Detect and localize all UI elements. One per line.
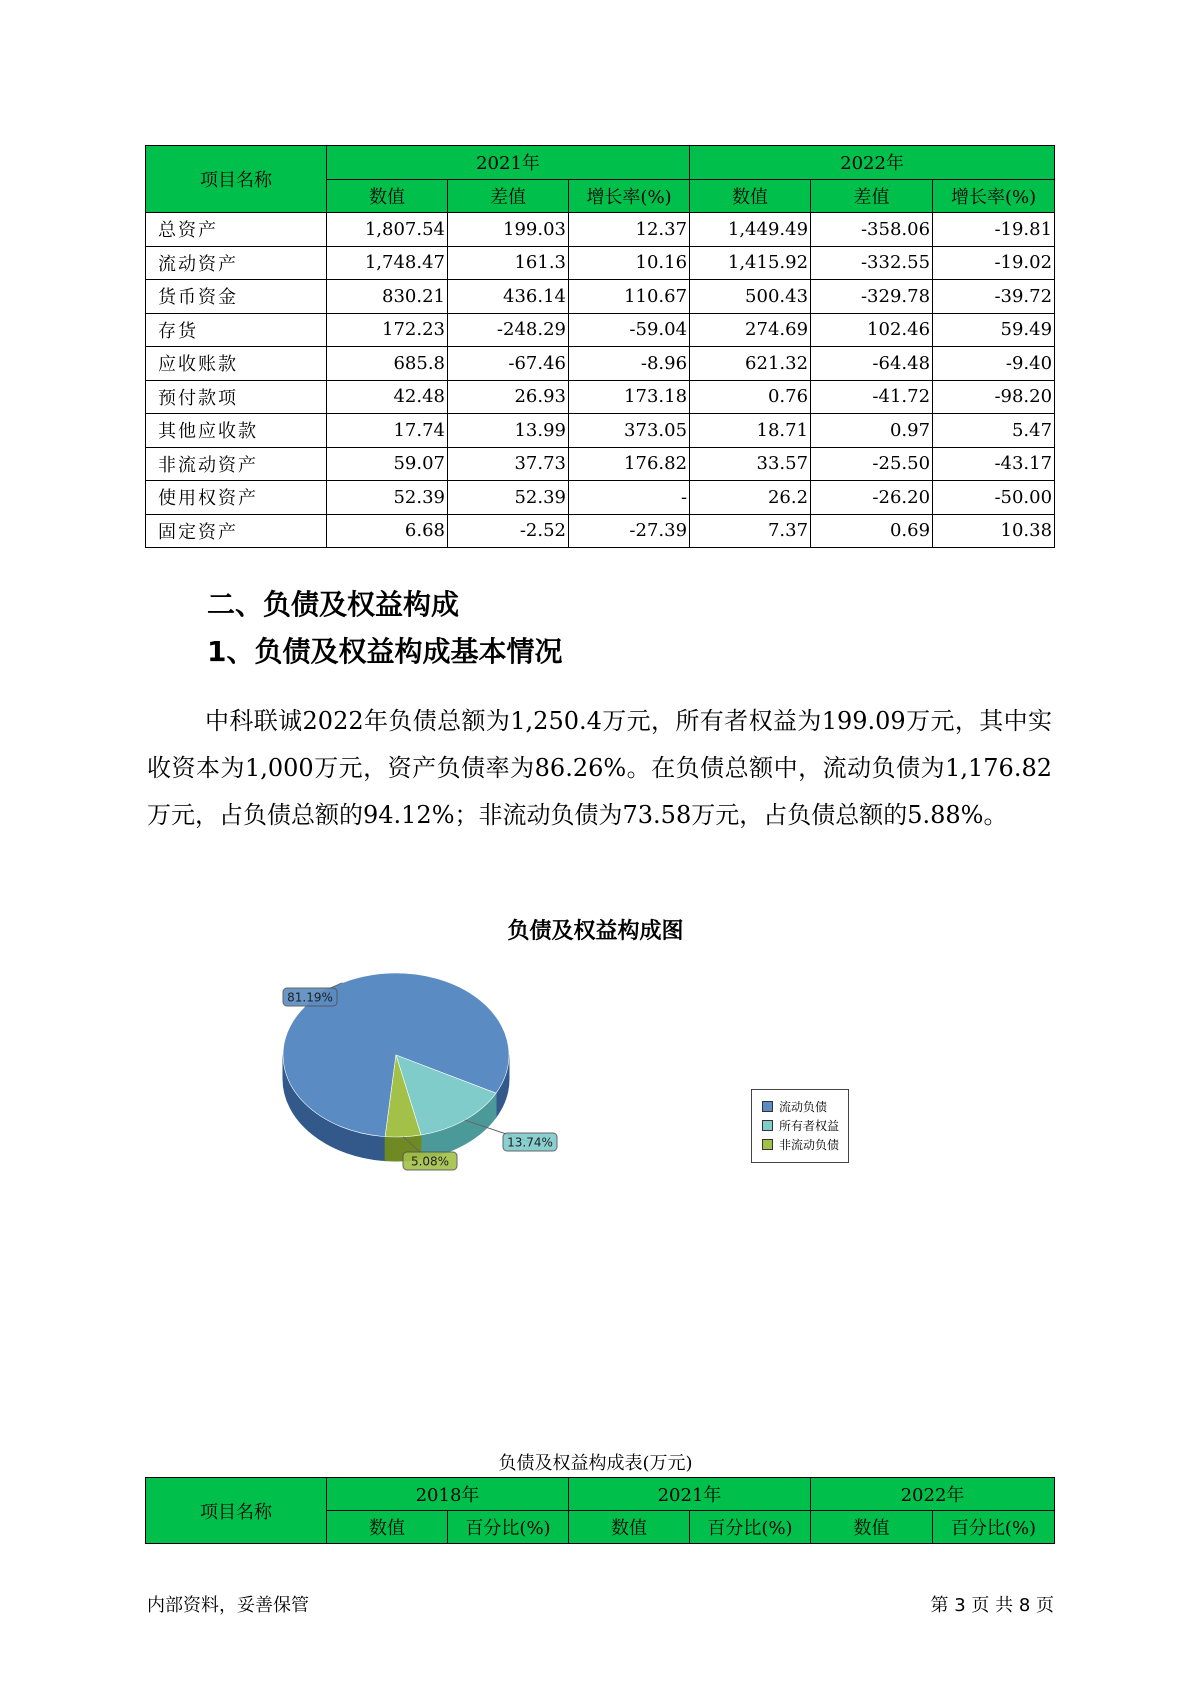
table-cell: 110.67 (569, 280, 690, 314)
legend-item (752, 1097, 848, 1116)
table-cell: 10.16 (569, 246, 690, 280)
sub-header: 百分比(%) (448, 1511, 569, 1544)
chart-legend (751, 1089, 849, 1163)
table-cell: 10.38 (933, 514, 1055, 548)
table-row (146, 514, 1055, 548)
sub-header: 增长率(%) (933, 179, 1055, 213)
legend-label: 非流动负债 (779, 1138, 840, 1152)
table-cell: 59.49 (933, 313, 1055, 347)
sub-header: 数值 (690, 179, 811, 213)
table-cell: -27.39 (569, 514, 690, 548)
name-header: 项目名称 (146, 146, 327, 213)
table-cell: 17.74 (327, 414, 448, 448)
table-caption: 负债及权益构成表(万元) (498, 1453, 693, 1474)
section-heading: 二、负债及权益构成 (207, 588, 460, 621)
year-header-2021: 2021年 (327, 146, 690, 180)
table-cell: -25.50 (811, 447, 933, 481)
pie-data-label (283, 988, 337, 1006)
table-cell: 102.46 (811, 313, 933, 347)
sub-header: 差值 (448, 179, 569, 213)
table-cell: 18.71 (690, 414, 811, 448)
svg-text:5.08%: 5.08% (410, 1154, 450, 1169)
table-row (146, 313, 1055, 347)
table-cell: 7.37 (690, 514, 811, 548)
table-cell: 37.73 (448, 447, 569, 481)
chart-title: 负债及权益构成图 (507, 919, 684, 944)
table-cell: -358.06 (811, 213, 933, 247)
table-cell: 12.37 (569, 213, 690, 247)
table-cell: 436.14 (448, 280, 569, 314)
table-row (146, 380, 1055, 414)
sub-header: 增长率(%) (569, 179, 690, 213)
table-cell: 373.05 (569, 414, 690, 448)
svg-text:81.19%: 81.19% (287, 990, 333, 1005)
row-label: 应收账款 (146, 347, 327, 381)
table-cell: 13.99 (448, 414, 569, 448)
table-cell: 274.69 (690, 313, 811, 347)
table-cell: 173.18 (569, 380, 690, 414)
table-cell: -9.40 (933, 347, 1055, 381)
table-cell: 0.76 (690, 380, 811, 414)
table-cell: -43.17 (933, 447, 1055, 481)
year-header: 2018年 (327, 1478, 569, 1511)
table-cell: 500.43 (690, 280, 811, 314)
table-row (146, 347, 1055, 381)
row-label: 流动资产 (146, 246, 327, 280)
year-header: 2022年 (811, 1478, 1055, 1511)
table-cell: 26.2 (690, 481, 811, 515)
table-cell: -98.20 (933, 380, 1055, 414)
legend-item (752, 1116, 848, 1135)
table-cell: -8.96 (569, 347, 690, 381)
row-label: 总资产 (146, 213, 327, 247)
legend-swatch (762, 1101, 773, 1112)
table-cell: 26.93 (448, 380, 569, 414)
row-label: 其他应收款 (146, 414, 327, 448)
table-cell: 59.07 (327, 447, 448, 481)
pie-data-label (403, 1152, 457, 1170)
table-row (146, 213, 1055, 247)
table-cell: 42.48 (327, 380, 448, 414)
section-paragraph: 中科联诚2022年负债总额为1,250.4万元，所有者权益为199.09万元，其中实收资本为1,000万元，资产负债率为86.26%。在负债总额中，流动负债为1,176.82万元，占负债总额的94.12%；非流动负债为73.58万元，占负债总额的5.88%。 (147, 707, 1052, 829)
table-cell: 52.39 (448, 481, 569, 515)
sub-header: 数值 (327, 179, 448, 213)
name-header: 项目名称 (146, 1478, 327, 1544)
footer-page-number: 第 3 页 共 8 页 (930, 1595, 1054, 1616)
table-cell: 33.57 (690, 447, 811, 481)
table-cell: 5.47 (933, 414, 1055, 448)
row-label: 存货 (146, 313, 327, 347)
table-cell: 685.8 (327, 347, 448, 381)
sub-header: 数值 (327, 1511, 448, 1544)
table-cell: 1,807.54 (327, 213, 448, 247)
table-cell: 176.82 (569, 447, 690, 481)
row-label: 货币资金 (146, 280, 327, 314)
table-cell: 621.32 (690, 347, 811, 381)
table-cell: 6.68 (327, 514, 448, 548)
legend-swatch (762, 1139, 773, 1150)
table-cell: -50.00 (933, 481, 1055, 515)
row-label: 预付款项 (146, 380, 327, 414)
row-label: 非流动资产 (146, 447, 327, 481)
table-cell: - (569, 481, 690, 515)
legend-label: 所有者权益 (779, 1119, 840, 1133)
table-row (146, 414, 1055, 448)
legend-swatch (762, 1120, 773, 1131)
table-cell: -59.04 (569, 313, 690, 347)
sub-header: 百分比(%) (933, 1511, 1055, 1544)
year-header: 2021年 (569, 1478, 811, 1511)
table-cell: -332.55 (811, 246, 933, 280)
table-cell: -26.20 (811, 481, 933, 515)
table-cell: -2.52 (448, 514, 569, 548)
row-label: 固定资产 (146, 514, 327, 548)
table-cell: 1,449.49 (690, 213, 811, 247)
table-cell: 52.39 (327, 481, 448, 515)
section-subheading: 1、负债及权益构成基本情况 (207, 635, 563, 668)
liability-table (145, 1477, 1055, 1544)
table-row (146, 447, 1055, 481)
legend-item (752, 1135, 848, 1154)
svg-text:13.74%: 13.74% (507, 1135, 553, 1150)
table-cell: -64.48 (811, 347, 933, 381)
legend-label: 流动负债 (779, 1100, 828, 1114)
sub-header: 差值 (811, 179, 933, 213)
table-cell: 161.3 (448, 246, 569, 280)
table-row (146, 246, 1055, 280)
table-cell: -19.02 (933, 246, 1055, 280)
sub-header: 数值 (811, 1511, 933, 1544)
table-row (146, 481, 1055, 515)
table-cell: 1,748.47 (327, 246, 448, 280)
table-cell: 0.97 (811, 414, 933, 448)
sub-header: 数值 (569, 1511, 690, 1544)
table-row (146, 280, 1055, 314)
table-cell: -248.29 (448, 313, 569, 347)
row-label: 使用权资产 (146, 481, 327, 515)
table-cell: 172.23 (327, 313, 448, 347)
table-cell: 830.21 (327, 280, 448, 314)
table-cell: 0.69 (811, 514, 933, 548)
sub-header: 百分比(%) (690, 1511, 811, 1544)
table-cell: -39.72 (933, 280, 1055, 314)
asset-table (145, 145, 1055, 548)
table-cell: -329.78 (811, 280, 933, 314)
table-cell: 1,415.92 (690, 246, 811, 280)
table-cell: -67.46 (448, 347, 569, 381)
table-cell: -19.81 (933, 213, 1055, 247)
table-cell: -41.72 (811, 380, 933, 414)
footer-left: 内部资料，妥善保管 (147, 1595, 309, 1616)
table-cell: 199.03 (448, 213, 569, 247)
pie-chart (270, 965, 610, 1245)
year-header-2022: 2022年 (690, 146, 1055, 180)
pie-data-label (503, 1133, 557, 1151)
